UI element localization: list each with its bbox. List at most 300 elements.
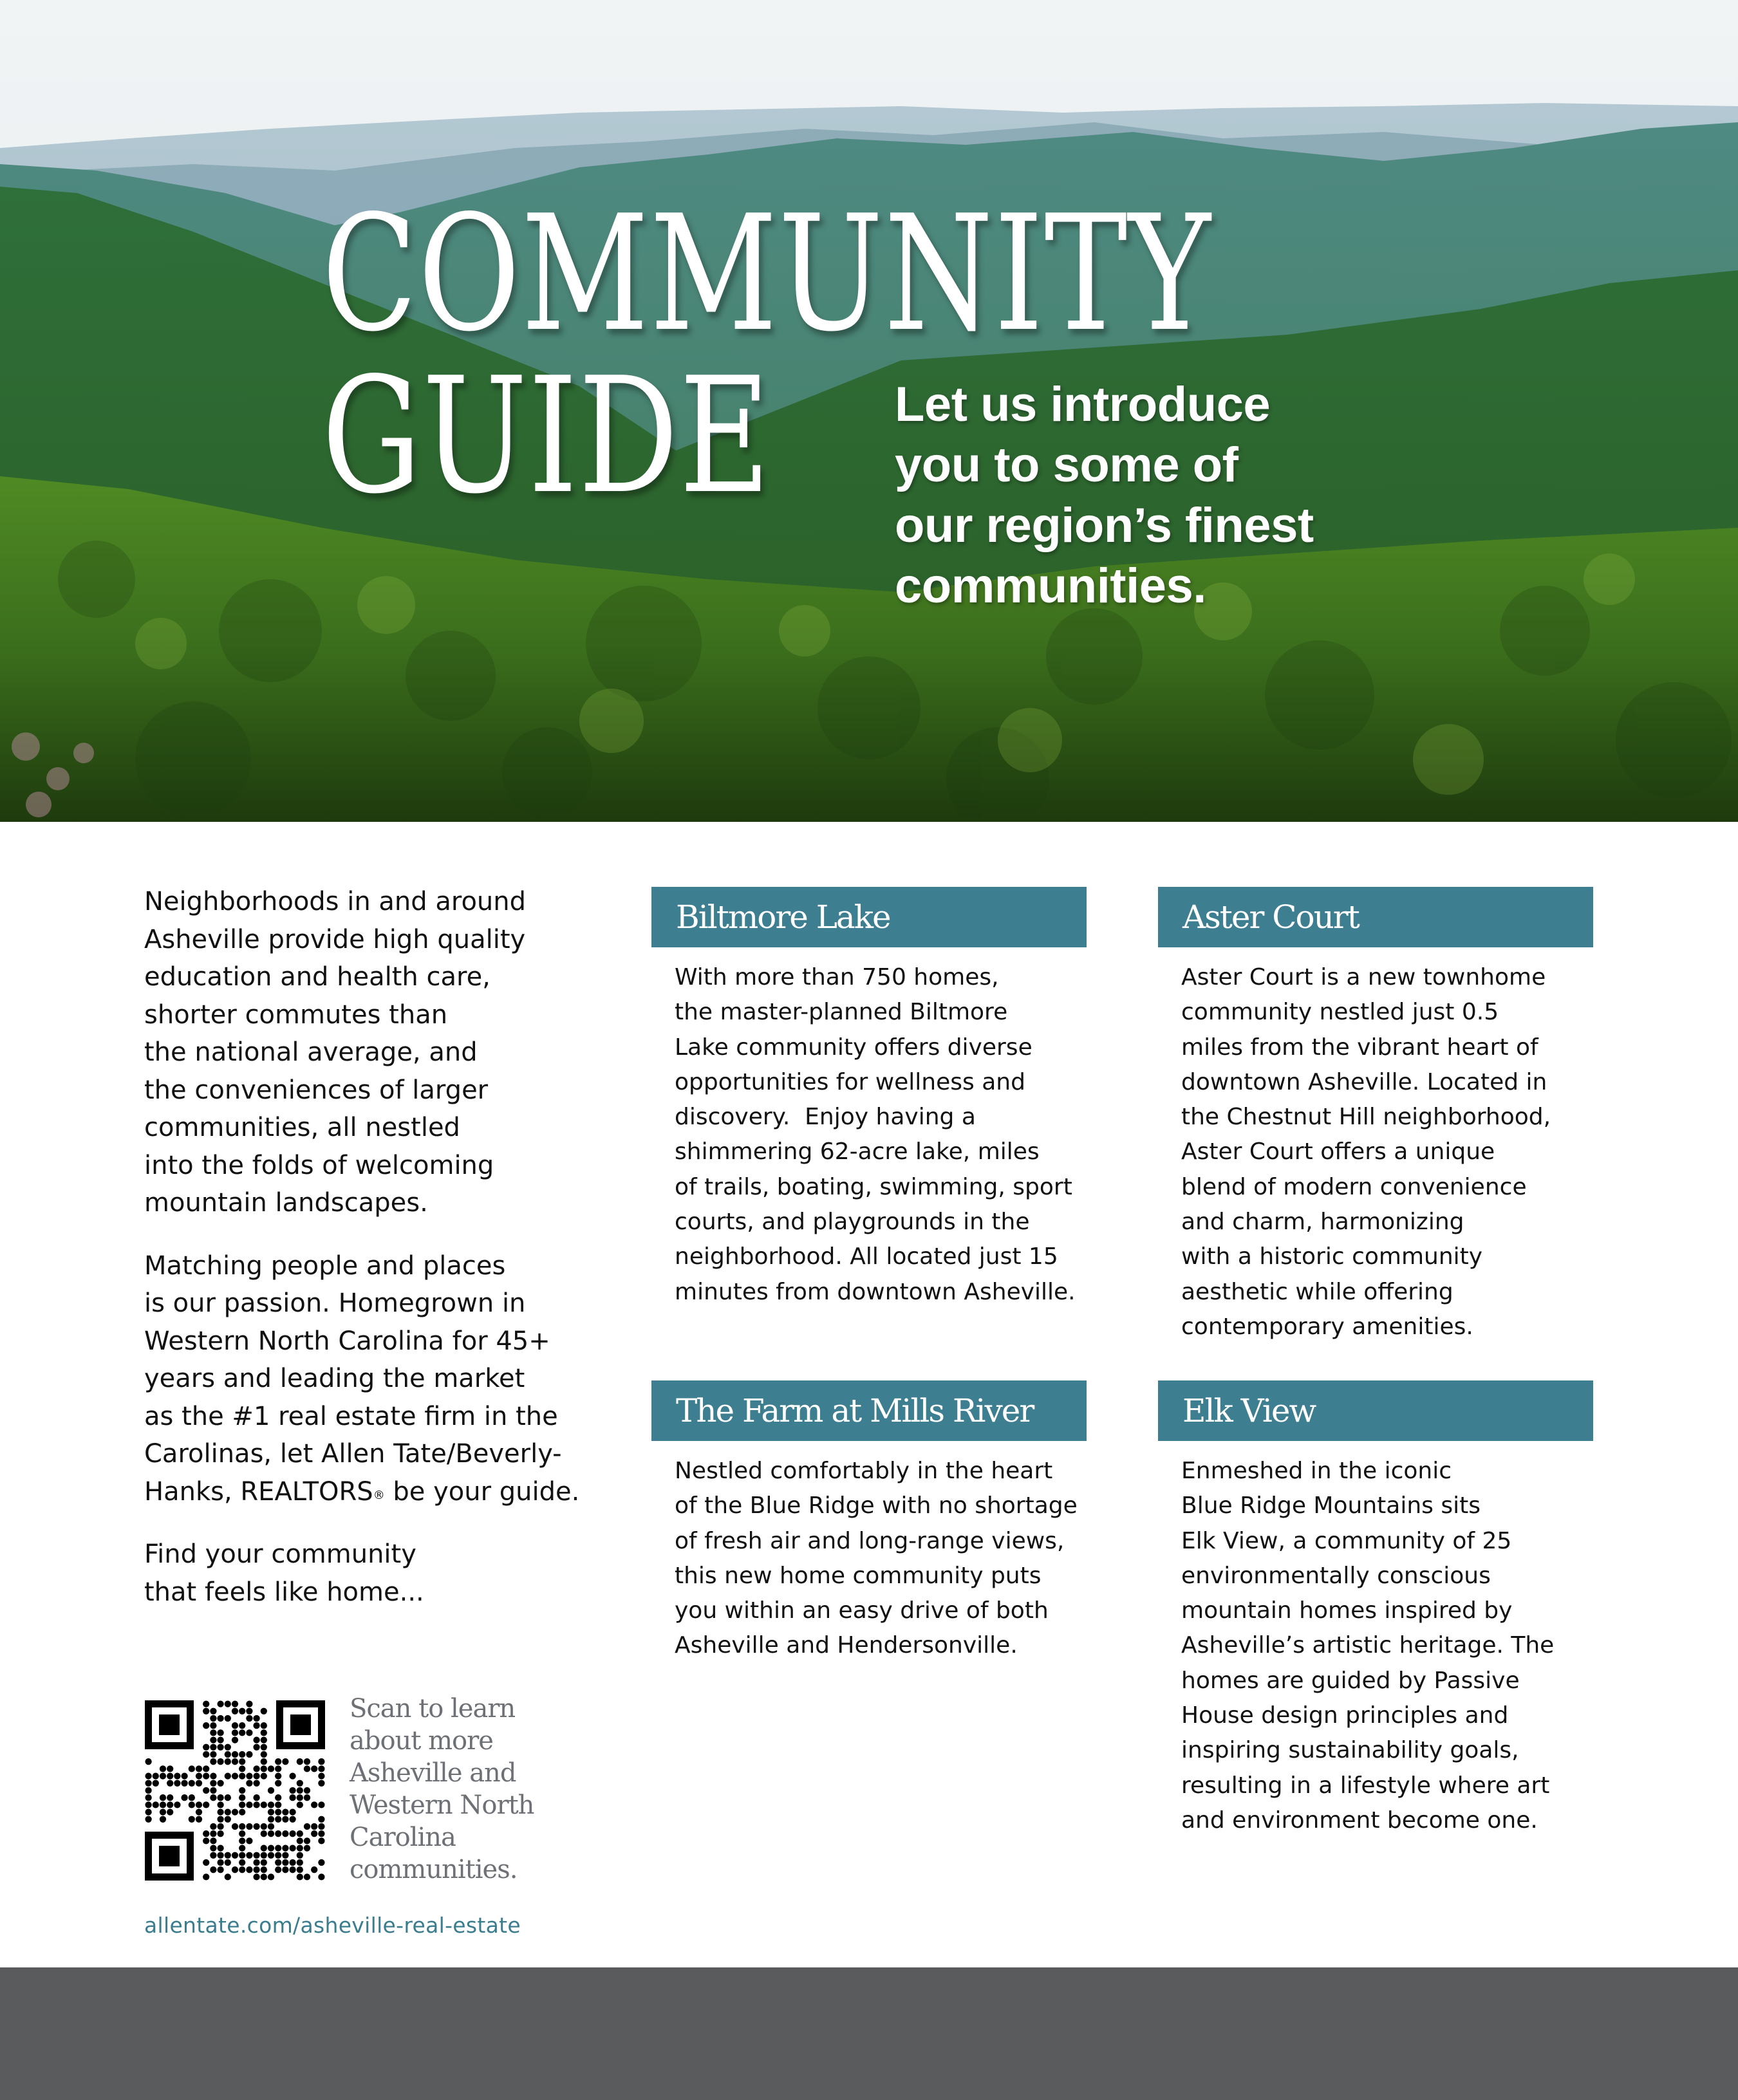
qr-module-dot	[246, 1801, 252, 1808]
qr-module-dot	[261, 1708, 267, 1714]
qr-module-dot	[217, 1715, 223, 1722]
intro-p1-line: Neighborhoods in and around	[144, 887, 527, 916]
qr-module-dot	[289, 1794, 295, 1801]
qr-module-dot	[210, 1751, 216, 1758]
qr-module-dot	[261, 1801, 267, 1808]
description-line: Nestled comfortably in the heart	[675, 1458, 1053, 1484]
qr-module-dot	[203, 1772, 209, 1779]
qr-module-dot	[304, 1758, 310, 1765]
intro-p1-line: into the folds of welcoming	[144, 1150, 494, 1180]
qr-module-dot	[253, 1866, 259, 1873]
qr-module-dot	[210, 1787, 216, 1794]
qr-module-dot	[282, 1816, 288, 1823]
qr-module-dot	[275, 1859, 281, 1866]
qr-module-dot	[253, 1859, 259, 1866]
intro-p1-line: communities, all nestled	[144, 1113, 460, 1142]
description-line: of the Blue Ridge with no shortage	[675, 1492, 1078, 1519]
hero-subtitle-line-3: our region’s finest	[895, 498, 1314, 553]
qr-module-dot	[232, 1808, 238, 1815]
qr-module-dot	[239, 1844, 245, 1851]
qr-module-dot	[261, 1722, 267, 1729]
qr-module-dot	[217, 1801, 223, 1808]
qr-module-dot	[203, 1873, 209, 1880]
qr-module-dot	[145, 1772, 151, 1779]
qr-module-dot	[275, 1765, 281, 1772]
intro-p2-line-last	[144, 1473, 595, 1511]
qr-module-dot	[196, 1780, 202, 1787]
intro-p3-line: Find your community	[144, 1539, 416, 1569]
qr-module-dot	[239, 1859, 245, 1866]
qr-module-dot	[268, 1808, 274, 1815]
hero-subtitle-line-2: you to some of	[895, 438, 1238, 492]
intro-p1-line: Asheville provide high quality	[144, 924, 526, 954]
qr-module-dot	[210, 1794, 216, 1801]
qr-module-dot	[225, 1873, 231, 1880]
qr-module-dot	[210, 1837, 216, 1844]
qr-module-dot	[153, 1780, 159, 1787]
qr-module-dot	[318, 1780, 324, 1787]
qr-module-dot	[289, 1866, 295, 1873]
qr-module-dot	[239, 1772, 245, 1779]
qr-module-dot	[268, 1873, 274, 1880]
qr-module-dot	[189, 1765, 195, 1772]
qr-module-dot	[239, 1866, 245, 1873]
qr-module-dot	[282, 1852, 288, 1859]
description-line: minutes from downtown Asheville.	[675, 1278, 1076, 1305]
qr-caption-line: Scan to learn	[350, 1694, 516, 1724]
description-line: House design principles and	[1181, 1702, 1509, 1729]
qr-module-dot	[210, 1722, 216, 1729]
description-line: opportunities for wellness and	[675, 1068, 1025, 1095]
qr-module-dot	[203, 1859, 209, 1866]
qr-module-dot	[232, 1758, 238, 1765]
qr-module-dot	[253, 1772, 259, 1779]
qr-module-dot	[297, 1801, 303, 1808]
qr-module-dot	[239, 1852, 245, 1859]
qr-module-dot	[253, 1736, 259, 1743]
qr-module-dot	[275, 1808, 281, 1815]
hero-title-line-2: GUIDE	[322, 344, 772, 529]
qr-module-dot	[181, 1794, 187, 1801]
community-name: The Farm at Mills River	[676, 1392, 1034, 1429]
qr-module-dot	[282, 1758, 288, 1765]
community-description	[1158, 1441, 1593, 1838]
qr-module-dot	[189, 1794, 195, 1801]
qr-module-dot	[253, 1765, 259, 1772]
qr-module-dot	[160, 1801, 166, 1808]
qr-module-dot	[189, 1801, 195, 1808]
qr-module-dot	[210, 1772, 216, 1779]
qr-module-dot	[253, 1722, 259, 1729]
qr-module-dot	[181, 1780, 187, 1787]
qr-module-dot	[217, 1780, 223, 1787]
description-line: mountain homes inspired by	[1181, 1597, 1513, 1624]
qr-module-dot	[275, 1758, 281, 1765]
qr-module-dot	[167, 1780, 173, 1787]
qr-module-dot	[217, 1852, 223, 1859]
qr-module-dot	[261, 1852, 267, 1859]
qr-caption-line: Carolina	[350, 1823, 456, 1852]
description-line: with a historic community	[1181, 1243, 1483, 1270]
qr-module-dot	[174, 1780, 180, 1787]
qr-module-dot	[318, 1816, 324, 1823]
qr-module-dot	[239, 1765, 245, 1772]
description-line: aesthetic while offering	[1181, 1278, 1453, 1305]
intro-p1-line: education and health care,	[144, 962, 491, 992]
qr-module-dot	[145, 1794, 151, 1801]
intro-p2-line: is our passion. Homegrown in	[144, 1288, 526, 1318]
qr-module-dot	[318, 1765, 324, 1772]
qr-module-dot	[275, 1801, 281, 1808]
community-description	[651, 1441, 1087, 1664]
qr-module-dot	[261, 1736, 267, 1743]
qr-module-dot	[275, 1772, 281, 1779]
qr-module-dot	[246, 1837, 252, 1844]
description-line: Enmeshed in the iconic	[1181, 1458, 1452, 1484]
qr-module-dot	[225, 1758, 231, 1765]
qr-module-dot	[304, 1823, 310, 1830]
qr-caption	[350, 1693, 534, 1886]
qr-module-dot	[282, 1830, 288, 1837]
qr-module-dot	[239, 1794, 245, 1801]
qr-module-dot	[232, 1722, 238, 1729]
qr-module-dot	[261, 1830, 267, 1837]
qr-module-dot	[225, 1751, 231, 1758]
qr-module-dot	[210, 1744, 216, 1751]
description-line: contemporary amenities.	[1181, 1313, 1473, 1340]
qr-module-dot	[203, 1751, 209, 1758]
qr-module-dot	[289, 1808, 295, 1815]
qr-module-dot	[210, 1852, 216, 1859]
qr-module-dot	[304, 1794, 310, 1801]
qr-module-dot	[232, 1736, 238, 1743]
qr-module-dot	[282, 1859, 288, 1866]
qr-module-dot	[297, 1844, 303, 1851]
qr-module-dot	[225, 1852, 231, 1859]
qr-module-dot	[253, 1873, 259, 1880]
qr-module-dot	[167, 1794, 173, 1801]
qr-module-dot	[167, 1765, 173, 1772]
qr-module-dot	[217, 1758, 223, 1765]
qr-module-dot	[261, 1823, 267, 1830]
qr-module-dot	[174, 1801, 180, 1808]
qr-module-dot	[311, 1823, 317, 1830]
website-link[interactable]: allentate.com/asheville-real-estate	[144, 1913, 521, 1938]
qr-module-dot	[217, 1744, 223, 1751]
qr-module-dot	[253, 1801, 259, 1808]
qr-module-dot	[275, 1852, 281, 1859]
qr-module-dot	[203, 1722, 209, 1729]
qr-module-dot	[311, 1765, 317, 1772]
qr-module-dot	[145, 1808, 151, 1815]
qr-caption-line: Asheville and	[350, 1758, 516, 1788]
qr-module-dot	[239, 1722, 245, 1729]
hero-subtitle-line-4: communities.	[895, 559, 1206, 613]
qr-module-dot	[239, 1808, 245, 1815]
qr-module-dot	[203, 1708, 209, 1714]
qr-module-dot	[181, 1772, 187, 1779]
qr-module-dot	[275, 1830, 281, 1837]
qr-module-dot	[297, 1852, 303, 1859]
qr-module-dot	[203, 1830, 209, 1837]
qr-module-dot	[153, 1801, 159, 1808]
qr-module-dot	[239, 1787, 245, 1794]
intro-p2-guide-text: be your guide.	[384, 1476, 580, 1507]
description-line: and charm, harmonizing	[1181, 1209, 1464, 1236]
qr-module-dot	[253, 1852, 259, 1859]
qr-module-dot	[246, 1700, 252, 1707]
qr-module-dot	[225, 1700, 231, 1707]
qr-module-dot	[304, 1844, 310, 1851]
qr-module-dot	[232, 1751, 238, 1758]
qr-caption-line: communities.	[350, 1855, 518, 1884]
qr-module-dot	[225, 1744, 231, 1751]
qr-module-dot	[210, 1736, 216, 1743]
qr-module-dot	[261, 1751, 267, 1758]
qr-caption-line: about more	[350, 1726, 493, 1756]
qr-module-dot	[282, 1844, 288, 1851]
qr-module-dot	[297, 1873, 303, 1880]
qr-module-dot	[145, 1758, 151, 1765]
qr-module-dot	[253, 1780, 259, 1787]
intro-p2-line: Matching people and places	[144, 1250, 506, 1281]
qr-module-dot	[196, 1808, 202, 1815]
intro-p1-line: the national average, and	[144, 1037, 478, 1067]
qr-module-dot	[217, 1808, 223, 1815]
community-name: Biltmore Lake	[676, 898, 890, 936]
description-line: of fresh air and long-range views,	[675, 1527, 1065, 1554]
qr-module-dot	[253, 1715, 259, 1722]
qr-module-dot	[225, 1859, 231, 1866]
qr-module-dot	[304, 1765, 310, 1772]
qr-module-dot	[311, 1801, 317, 1808]
qr-module-dot	[268, 1830, 274, 1837]
qr-module-dot	[225, 1794, 231, 1801]
qr-module-dot	[261, 1873, 267, 1880]
qr-module-dot	[297, 1758, 303, 1765]
qr-module-dot	[232, 1708, 238, 1714]
qr-module-dot	[275, 1816, 281, 1823]
hero-title-line-1: COMMUNITY	[322, 181, 1212, 367]
qr-module-dot	[282, 1866, 288, 1873]
qr-module-dot	[232, 1866, 238, 1873]
qr-module-dot	[253, 1794, 259, 1801]
qr-module-dot	[196, 1816, 202, 1823]
qr-module-dot	[210, 1715, 216, 1722]
description-line: neighborhood. All located just 15	[675, 1243, 1058, 1270]
qr-module-dot	[304, 1787, 310, 1794]
qr-module-dot	[318, 1772, 324, 1779]
qr-module-dot	[275, 1780, 281, 1787]
qr-module-dot	[225, 1808, 231, 1815]
qr-module-dot	[232, 1729, 238, 1736]
qr-module-dot	[261, 1729, 267, 1736]
qr-module-dot	[297, 1780, 303, 1787]
qr-module-dot	[268, 1816, 274, 1823]
qr-module-dot	[246, 1823, 252, 1830]
description-line: of trails, boating, swimming, sport	[675, 1173, 1072, 1200]
qr-module-dot	[160, 1794, 166, 1801]
description-line: Asheville’s artistic heritage. The	[1181, 1632, 1555, 1659]
intro-p1-line: shorter commutes than	[144, 999, 448, 1030]
description-line: Lake community offers diverse	[675, 1034, 1033, 1061]
qr-module-dot	[217, 1866, 223, 1873]
qr-module-dot	[246, 1852, 252, 1859]
qr-module-dot	[289, 1772, 295, 1779]
qr-module-dot	[167, 1772, 173, 1779]
qr-module-dot	[203, 1787, 209, 1794]
qr-module-dot	[210, 1866, 216, 1873]
qr-module-dot	[145, 1801, 151, 1808]
qr-module-dot	[217, 1736, 223, 1743]
description-line: and environment become one.	[1181, 1807, 1538, 1834]
description-line: blend of modern convenience	[1181, 1173, 1527, 1200]
qr-module-dot	[304, 1873, 310, 1880]
community-description	[1158, 947, 1593, 1344]
community-card-biltmore-lake	[651, 887, 1087, 1310]
qr-module-dot	[160, 1772, 166, 1779]
qr-module-dot	[297, 1794, 303, 1801]
qr-module-dot	[318, 1837, 324, 1844]
qr-module-dot	[210, 1823, 216, 1830]
qr-module-dot	[225, 1715, 231, 1722]
qr-module-dot	[239, 1801, 245, 1808]
qr-module-dot	[239, 1823, 245, 1830]
qr-module-dot	[318, 1859, 324, 1866]
qr-module-dot	[318, 1801, 324, 1808]
qr-module-dot	[318, 1873, 324, 1880]
intro-p2-line: Western North Carolina for 45+	[144, 1326, 550, 1356]
qr-module-dot	[261, 1844, 267, 1851]
qr-module-dot	[196, 1801, 202, 1808]
qr-module-dot	[145, 1780, 151, 1787]
qr-module-dot	[203, 1765, 209, 1772]
intro-column	[144, 883, 595, 1611]
qr-module-dot	[196, 1772, 202, 1779]
description-line: inspiring sustainability goals,	[1181, 1737, 1519, 1764]
qr-module-dot	[297, 1837, 303, 1844]
description-line: Asheville and Hendersonville.	[675, 1632, 1018, 1659]
qr-module-dot	[246, 1866, 252, 1873]
qr-module-dot	[203, 1744, 209, 1751]
description-line: Elk View, a community of 25	[1181, 1527, 1512, 1554]
description-line: Aster Court offers a unique	[1181, 1138, 1495, 1166]
qr-module-dot	[196, 1765, 202, 1772]
qr-module-dot	[217, 1700, 223, 1707]
qr-module-dot	[275, 1866, 281, 1873]
qr-module-dot	[174, 1772, 180, 1779]
qr-module-dot	[210, 1729, 216, 1736]
intro-p2-line: as the #1 real estate firm in the	[144, 1401, 558, 1431]
qr-module-dot	[246, 1780, 252, 1787]
description-line: resulting in a lifestyle where art	[1181, 1772, 1550, 1799]
qr-module-dot	[217, 1816, 223, 1823]
qr-module-dot	[217, 1830, 223, 1837]
qr-module-dot	[318, 1823, 324, 1830]
description-line: you within an easy drive of both	[675, 1597, 1049, 1624]
qr-module-dot	[210, 1780, 216, 1787]
qr-module-dot	[210, 1758, 216, 1765]
description-line: discovery. Enjoy having a	[675, 1104, 976, 1131]
description-line: shimmering 62-acre lake, miles	[675, 1138, 1040, 1166]
qr-module-dot	[239, 1830, 245, 1837]
qr-module-dot	[268, 1787, 274, 1794]
qr-module-dot	[225, 1816, 231, 1823]
description-line: the Chestnut Hill neighborhood,	[1181, 1104, 1551, 1131]
qr-module-dot	[261, 1758, 267, 1765]
qr-module-dot	[239, 1708, 245, 1714]
qr-module-dot	[167, 1808, 173, 1815]
qr-module-dot	[203, 1837, 209, 1844]
qr-module-dot	[225, 1772, 231, 1779]
qr-module-dot	[297, 1866, 303, 1873]
qr-module-dot	[268, 1844, 274, 1851]
qr-module-dot	[268, 1852, 274, 1859]
intro-paragraph-3	[144, 1536, 595, 1611]
intro-paragraph-1	[144, 883, 595, 1222]
qr-module-dot	[210, 1830, 216, 1837]
hero-subtitle-line-1: Let us introduce	[895, 377, 1271, 432]
qr-module-dot	[153, 1772, 159, 1779]
qr-module-dot	[311, 1866, 317, 1873]
qr-module-dot	[232, 1823, 238, 1830]
community-name: Aster Court	[1182, 898, 1359, 936]
qr-module-dot	[268, 1765, 274, 1772]
registered-mark: ®	[373, 1488, 385, 1502]
qr-module-dot	[297, 1859, 303, 1866]
qr-module-dot	[232, 1700, 238, 1707]
qr-module-dot	[318, 1830, 324, 1837]
community-name: Elk View	[1182, 1392, 1316, 1429]
description-line: downtown Asheville. Located in	[1181, 1068, 1547, 1095]
qr-module-dot	[253, 1823, 259, 1830]
qr-module-dot	[246, 1751, 252, 1758]
description-line: Blue Ridge Mountains sits	[1181, 1492, 1481, 1519]
description-line: Aster Court is a new townhome	[1181, 964, 1546, 990]
qr-module-dot	[239, 1837, 245, 1844]
qr-module-dot	[275, 1844, 281, 1851]
qr-code[interactable]	[145, 1700, 325, 1881]
qr-module-dot	[246, 1772, 252, 1779]
qr-module-dot	[246, 1729, 252, 1736]
qr-module-dot	[282, 1808, 288, 1815]
qr-module-dot	[239, 1751, 245, 1758]
intro-p1-line: mountain landscapes.	[144, 1188, 428, 1218]
qr-module-dot	[217, 1844, 223, 1851]
qr-module-dot	[246, 1708, 252, 1714]
qr-module-dot	[297, 1787, 303, 1794]
qr-module-dot	[261, 1772, 267, 1779]
description-line: environmentally conscious	[1181, 1562, 1491, 1589]
description-line: miles from the vibrant heart of	[1181, 1034, 1538, 1061]
intro-p2-line: Carolinas, let Allen Tate/Beverly-	[144, 1439, 562, 1469]
qr-module-dot	[318, 1758, 324, 1765]
qr-module-dot	[232, 1772, 238, 1779]
qr-module-dot	[217, 1794, 223, 1801]
community-card-header	[651, 1380, 1087, 1441]
qr-module-dot	[217, 1859, 223, 1866]
intro-p2-realtors-text: Hanks, REALTORS	[144, 1476, 373, 1507]
qr-module-dot	[289, 1830, 295, 1837]
description-line: this new home community puts	[675, 1562, 1042, 1589]
qr-module-dot	[261, 1866, 267, 1873]
qr-module-dot	[289, 1787, 295, 1794]
description-line: community nestled just 0.5	[1181, 999, 1499, 1026]
qr-module-dot	[203, 1700, 209, 1707]
intro-paragraph-2	[144, 1247, 595, 1511]
community-card-header	[651, 887, 1087, 947]
qr-module-dot	[311, 1830, 317, 1837]
